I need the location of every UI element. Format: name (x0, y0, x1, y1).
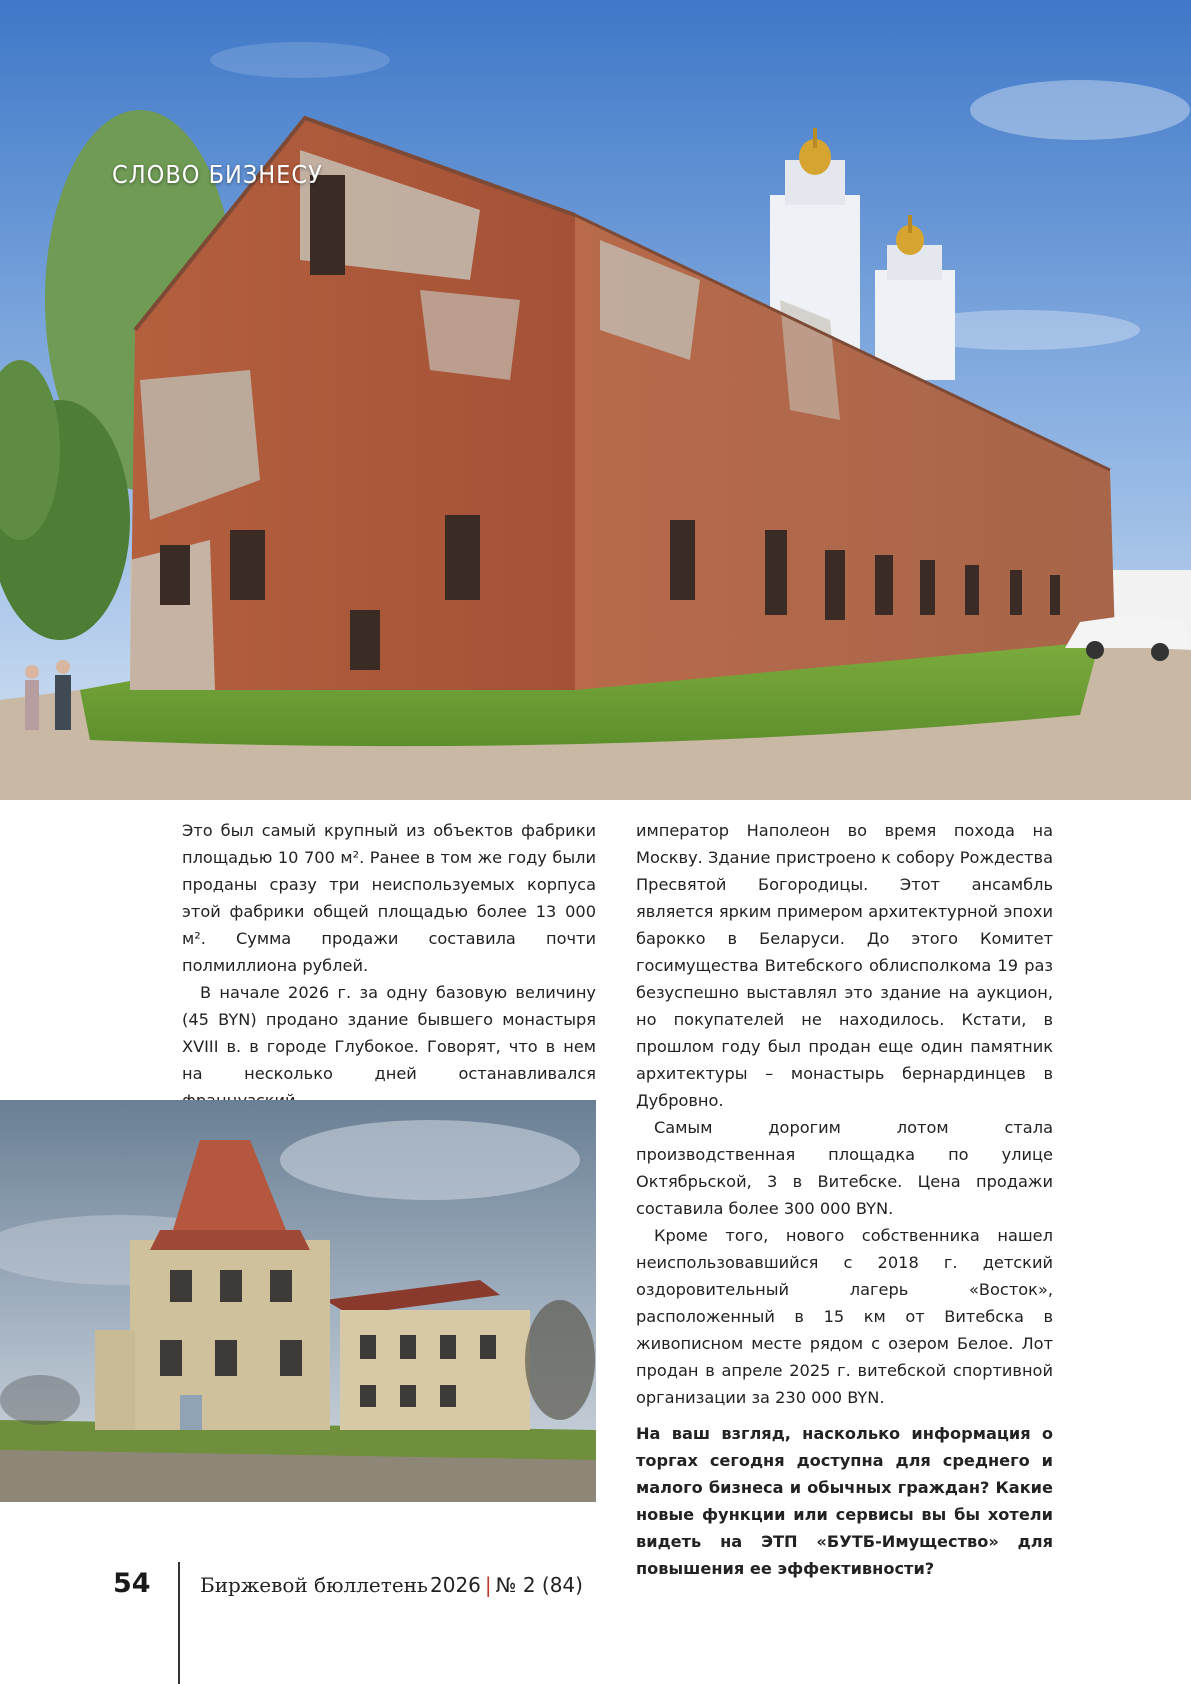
issue-info (430, 1573, 583, 1597)
right-paragraph-1: император Наполеон во время похода на Москву. Здание пристроено к собору Рождества Пресвятой Богородицы. Этот ансамбль является ярким примером архитектурной эпохи барокко в Беларуси. До этого Комитет госимущества Витебского облисполкома 19 раз безуспешно выставлял это здание на аукцион, но покупателей не находилось. Кстати, в прошлом году был продан еще один памятник архитектуры – монастырь бернардинцев в Дубровно. (636, 821, 1053, 1110)
section-label: СЛОВО БИЗНЕСУ (112, 160, 323, 189)
issue-separator: | (484, 1573, 492, 1597)
right-paragraph-2: Самым дорогим лотом стала производственная площадка по улице Октябрьской, 3 в Витебске. Цена продажи составила более 300 000 BYN. (636, 1118, 1053, 1218)
footer-divider (178, 1562, 180, 1684)
left-paragraph-1: Это был самый крупный из объектов фабрики площадью 10 700 м². Ранее в том же году были проданы сразу три неиспользуемых корпуса этой фабрики общей площадью более 13 000 м². Сумма продажи составила почти полмиллиона рублей. (182, 821, 596, 975)
top-photo-ruined-building (0, 0, 1191, 800)
left-paragraph-2: В начале 2026 г. за одну базовую величину (45 BYN) продано здание бывшего монастыря XVIII в. в городе Глубокое. Говорят, что в нем на несколько дней останавливался (182, 983, 596, 1083)
issue-year: 2026 (430, 1573, 481, 1597)
issue-number: № 2 (84) (495, 1573, 583, 1597)
bottom-photo-monastery (0, 1100, 596, 1502)
magazine-title: Биржевой бюллетень (200, 1573, 428, 1597)
right-text-column (636, 817, 1053, 1582)
interview-question: На ваш взгляд, насколько информация о торгах сегодня доступна для среднего и малого бизнеса и обычных граждан? Какие новые функции или сервисы вы бы хотели видеть на ЭТП «БУТБ-Имущество» для повышения ее эффективности? (636, 1424, 1053, 1578)
left-text-column (182, 817, 596, 1114)
page-number: 54 (113, 1568, 151, 1599)
right-paragraph-3: Кроме того, нового собственника нашел неиспользовавшийся с 2018 г. детский оздоровительный лагерь «Восток», расположенный в 15 км от Витебска в живописном месте рядом с озером Белое. Лот продан в апреле 2025 г. витебской спортивной организации за 230 000 BYN. (636, 1226, 1053, 1407)
